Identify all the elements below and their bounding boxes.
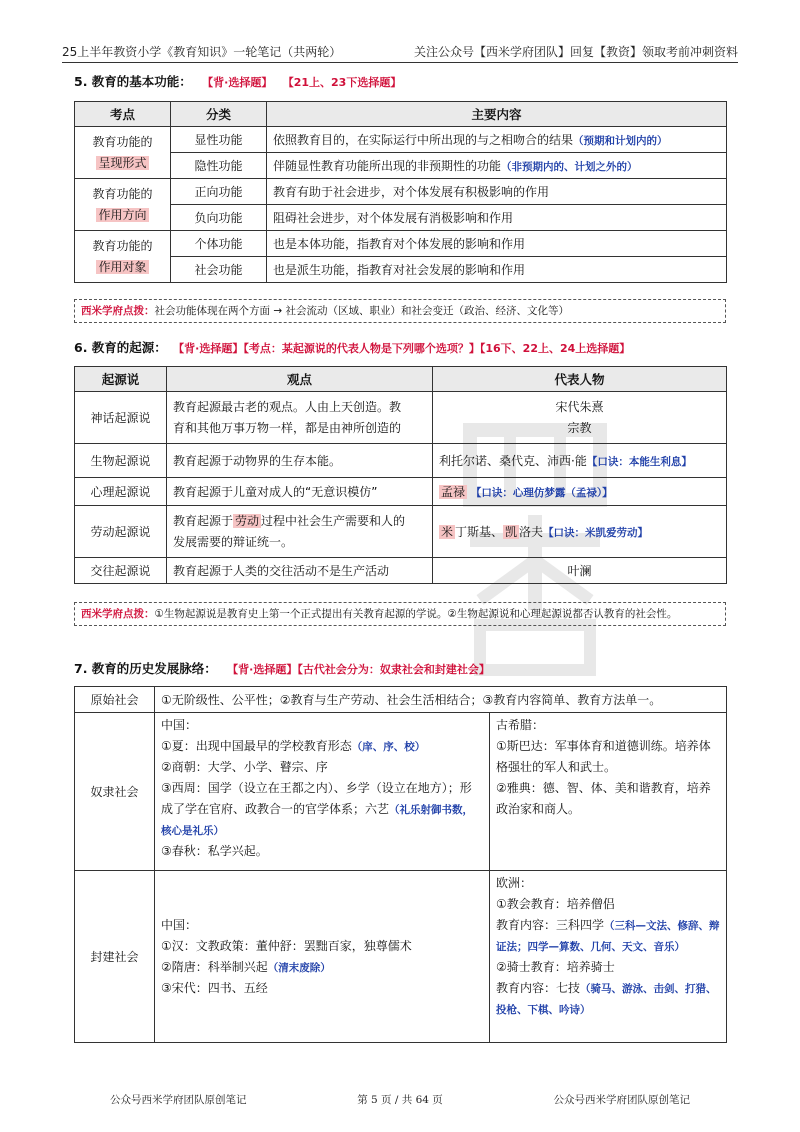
category-cell: 正向功能	[171, 179, 267, 205]
table-row	[75, 392, 727, 444]
page-footer	[110, 1092, 690, 1107]
content-note: （预期和计划内的）	[573, 135, 668, 147]
list-item: ②雅典：德、智、体、美和谐教育，培养政治家和商人。	[496, 781, 711, 816]
region-title: 古希腊：	[496, 718, 545, 732]
education-origin-table	[74, 366, 727, 584]
representative-text: 利托尔诺、桑代克、沛西·能	[439, 454, 587, 468]
col-header-category: 分类	[171, 102, 267, 127]
col-header-theory: 起源说	[75, 367, 167, 392]
china-content-cell	[155, 713, 490, 871]
table-row	[75, 687, 727, 713]
view-cell	[167, 478, 433, 506]
point-text: 教育功能的	[92, 134, 153, 149]
content-cell	[267, 153, 727, 179]
mnemonic-tip: 【口诀：米凯爱劳动】	[543, 527, 649, 539]
list-item-text: ②隋唐：科举制兴起	[161, 959, 268, 974]
tip-text: ①生物起源说是教育史上第一个正式提出有关教育起源的学说。②生物起源说和心理起源说都否认教育的社会性。	[154, 608, 678, 620]
list-item	[161, 957, 483, 978]
section-6-tag-point: 【考点：某起源说的代表人物是下列哪个选项？】	[243, 342, 480, 355]
point-text: 教育功能的	[92, 186, 153, 201]
section-5-tag-memorize: 【背·选择题】	[202, 76, 273, 89]
table-row	[75, 713, 727, 871]
view-cell: 教育起源于人类的交往活动不是生产活动	[167, 558, 433, 584]
col-header-representative: 代表人物	[433, 367, 727, 392]
tip-text: 社会功能体现在两个方面 → 社会流动（区域、职业）和社会变迁（政治、经济、文化等）	[154, 305, 569, 317]
point-cell	[75, 231, 171, 283]
theory-cell: 劳动起源说	[75, 506, 167, 558]
list-item-text: 教育内容：三科四学	[496, 918, 605, 932]
content-text: 伴随显性教育功能所出现的非预期性的功能	[273, 159, 502, 173]
section-6-title	[74, 338, 630, 356]
view-cell	[167, 392, 433, 444]
era-cell: 奴隶社会	[75, 713, 155, 871]
tip-label: 西米学府点拨：	[81, 608, 155, 620]
theory-cell: 心理起源说	[75, 478, 167, 506]
list-item-text: ①夏：出现中国最早的学校教育形态	[161, 739, 352, 753]
table-row	[75, 153, 727, 179]
table-row	[75, 444, 727, 478]
view-text: 过程中社会生产需要和人的	[261, 513, 406, 528]
table-row	[75, 506, 727, 558]
view-line: 发展需要的辩证统一。	[173, 534, 294, 549]
content-cell: 阻碍社会进步，对个体发展有消极影响和作用	[267, 205, 727, 231]
era-cell: 原始社会	[75, 687, 155, 713]
point-highlight: 作用方向	[98, 207, 147, 222]
view-text: 教育起源于儿童对成人的	[173, 485, 306, 499]
region-title: 欧洲：	[496, 876, 533, 890]
region-title: 中国：	[161, 917, 198, 932]
representative-highlight: 孟禄	[441, 485, 466, 499]
era-content-cell: ①无阶级性、公平性；②教育与生产劳动、社会生活相结合；③教育内容简单、教育方法单一。	[155, 687, 727, 713]
list-item-note: （庠、序、校）	[351, 741, 426, 753]
list-item-note: （清末废除）	[267, 961, 331, 974]
content-cell: 也是本体功能，指教育对个体发展的影响和作用	[267, 231, 727, 257]
list-item	[496, 978, 720, 1020]
page-number: 第 5 页 / 共 64 页	[357, 1094, 443, 1106]
list-item	[161, 736, 483, 757]
representative-cell	[433, 478, 727, 506]
section-6-tip-box	[74, 602, 726, 626]
header-left-text: 25上半年教资小学《教育知识》一轮笔记（共两轮）	[62, 45, 342, 59]
table-header-row	[75, 102, 727, 127]
point-highlight: 作用对象	[98, 259, 147, 274]
point-text: 教育功能的	[92, 238, 153, 253]
table-row	[75, 478, 727, 506]
list-item-text: 教育内容：七技	[496, 981, 581, 995]
representative-cell	[433, 392, 727, 444]
region-title: 中国：	[161, 718, 198, 732]
greece-content-cell	[490, 713, 727, 871]
table-row	[75, 205, 727, 231]
point-cell	[75, 179, 171, 231]
list-item: ①汉：文教政策：董仲舒：罢黜百家，独尊儒术	[161, 938, 412, 953]
list-item	[496, 915, 720, 957]
representative-highlight: 米	[441, 525, 454, 539]
view-highlight: 劳动	[235, 513, 260, 528]
table-header-row	[75, 367, 727, 392]
list-item: ②骑士教育：培养骑士	[496, 960, 615, 974]
table-row	[75, 871, 727, 1043]
header-right-text: 关注公众号【西米学府团队】回复【教资】领取考前冲刺资料	[413, 45, 738, 59]
footer-left-text: 公众号西米学府团队原创笔记	[110, 1094, 247, 1106]
col-header-view: 观点	[167, 367, 433, 392]
education-history-table	[74, 686, 727, 1043]
point-cell	[75, 127, 171, 179]
view-text: 教育起源于	[173, 513, 234, 528]
list-item-text: ③西周：国学（设立在王都之内）、乡学（设立在地方）；形成了学在官府、政教合一的官学体系；六艺	[161, 781, 472, 816]
table-row	[75, 558, 727, 584]
theory-cell: 交往起源说	[75, 558, 167, 584]
list-item: ③春秋：私学兴起。	[161, 844, 268, 858]
view-cell	[167, 506, 433, 558]
col-header-content: 主要内容	[267, 102, 727, 127]
theory-cell: 神话起源说	[75, 392, 167, 444]
mnemonic-tip: 【口诀：本能生利息】	[586, 456, 692, 468]
representative-text: 洛夫	[519, 525, 544, 539]
era-cell: 封建社会	[75, 871, 155, 1043]
section-7-tag-society: 【古代社会分为：奴隶社会和封建社会】	[297, 663, 490, 676]
table-row	[75, 179, 727, 205]
section-5-heading: 5. 教育的基本功能：	[74, 74, 192, 89]
section-6-tag-exams: 【16下、22上、24上选择题】	[479, 342, 631, 355]
section-6-tag-memorize: 【背·选择题】	[173, 342, 244, 355]
representative-text: 宋代朱熹	[555, 399, 604, 414]
china-content-cell	[155, 871, 490, 1043]
view-line: 育和其他万事万物一样，都是由神所创造的	[173, 420, 402, 435]
section-5-tip-box	[74, 299, 726, 323]
list-item-note: （骑马、游泳、击剑、打猎、投枪、下棋、吟诗）	[496, 983, 717, 1016]
table-row	[75, 231, 727, 257]
representative-text: 宗教	[567, 420, 592, 435]
view-quote: “无意识模仿”	[305, 485, 378, 499]
list-item: ③宋代：四书、五经	[161, 980, 268, 995]
category-cell: 社会功能	[171, 257, 267, 283]
footer-right-text: 公众号西米学府团队原创笔记	[553, 1094, 690, 1106]
mnemonic-tip: 【口诀：心理仿梦露（孟禄）】	[470, 487, 613, 499]
page-header	[62, 36, 738, 63]
view-line: 教育起源最古老的观点。人由上天创造。教	[173, 399, 402, 414]
section-7-tag-memorize: 【背·选择题】	[227, 663, 298, 676]
content-note: （非预期内的、计划之外的）	[501, 161, 638, 173]
representative-cell: 叶澜	[433, 558, 727, 584]
representative-cell	[433, 444, 727, 478]
content-cell: 教育有助于社会进步，对个体发展有积极影响的作用	[267, 179, 727, 205]
section-5-title	[74, 72, 401, 90]
section-7-title	[74, 659, 490, 677]
content-cell: 也是派生功能，指教育对社会发展的影响和作用	[267, 257, 727, 283]
section-5-tag-exams: 【21上、23下选择题】	[282, 76, 402, 89]
section-6-heading: 6. 教育的起源：	[74, 340, 167, 355]
view-cell: 教育起源于动物界的生存本能。	[167, 444, 433, 478]
list-item-note: （三科—文法、修辞、辩证法；四学—算数、几何、天文、音乐）	[496, 920, 720, 953]
category-cell: 隐性功能	[171, 153, 267, 179]
list-item-note: （礼乐射御书数，核心是礼乐）	[161, 804, 474, 837]
table-row	[75, 127, 727, 153]
point-highlight: 呈现形式	[98, 155, 147, 170]
education-function-table	[74, 101, 727, 283]
list-item: ①斯巴达：军事体育和道德训练。培养体格强壮的军人和武士。	[496, 739, 711, 774]
europe-content-cell	[490, 871, 727, 1043]
col-header-point: 考点	[75, 102, 171, 127]
representative-text: 丁斯基、	[455, 525, 504, 539]
list-item: ②商朝：大学、小学、瞽宗、序	[161, 760, 328, 774]
category-cell: 负向功能	[171, 205, 267, 231]
content-cell	[267, 127, 727, 153]
category-cell: 个体功能	[171, 231, 267, 257]
table-row	[75, 257, 727, 283]
section-7-heading: 7. 教育的历史发展脉络：	[74, 661, 217, 676]
representative-cell	[433, 506, 727, 558]
theory-cell: 生物起源说	[75, 444, 167, 478]
list-item	[161, 778, 483, 841]
list-item: ①教会教育：培养僧侣	[496, 897, 615, 911]
content-text: 依照教育目的，在实际运行中所出现的与之相吻合的结果	[273, 133, 574, 147]
representative-highlight: 凯	[505, 525, 518, 539]
category-cell: 显性功能	[171, 127, 267, 153]
tip-label: 西米学府点拨：	[81, 305, 155, 317]
